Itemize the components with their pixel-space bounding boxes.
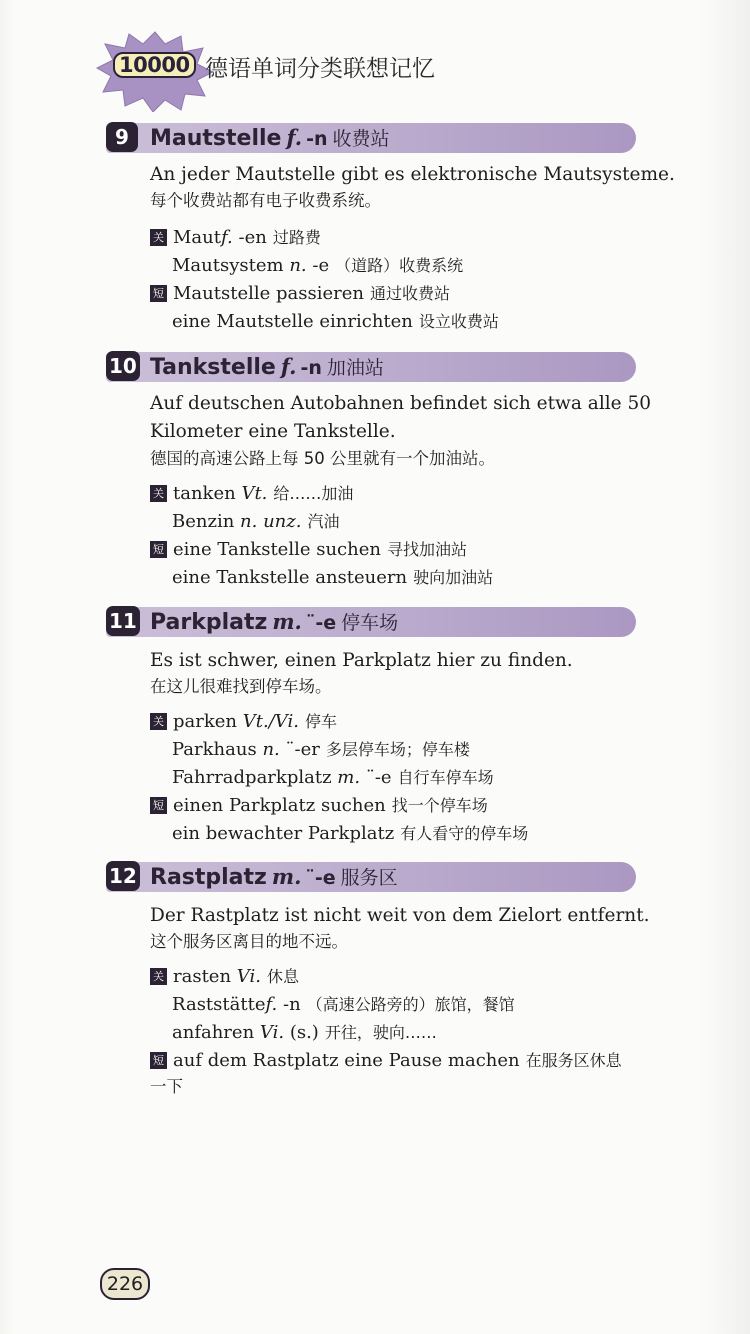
- phrase-item: eine Tankstelle ansteuern 驶向加油站: [172, 567, 494, 588]
- related-badge-icon: 关: [150, 968, 167, 985]
- related-item: Raststättef. -n （高速公路旁的）旅馆，餐馆: [172, 994, 515, 1015]
- example-sentence: Es ist schwer, einen Parkplatz hier zu finden.: [150, 650, 573, 671]
- related-item: 关 tanken Vt. 给……加油: [150, 480, 353, 508]
- headword: Tankstelle: [150, 355, 276, 380]
- header-title: 德语单词分类联想记忆: [205, 56, 435, 82]
- phrase-item: 短 Mautstelle passieren 通过收费站: [150, 280, 450, 308]
- entry-number: 12: [106, 861, 140, 891]
- entry-heading: [150, 352, 384, 382]
- related-badge-icon: 关: [150, 713, 167, 730]
- phrase-item: eine Mautstelle einrichten 设立收费站: [172, 311, 499, 332]
- headword: Mautstelle: [150, 126, 282, 151]
- example-translation: 这个服务区离目的地不远。: [150, 932, 348, 951]
- related-item: Benzin n. unz. 汽油: [172, 511, 340, 532]
- example-sentence: An jeder Mautstelle gibt es elektronische Mautsysteme.: [150, 164, 675, 185]
- gender: m.: [272, 609, 302, 634]
- related-item: Mautsystem n. -e （道路）收费系统: [172, 255, 464, 276]
- vocab-entry-11: [106, 607, 636, 844]
- related-badge-icon: 关: [150, 229, 167, 246]
- entry-heading-band: [106, 607, 636, 637]
- phrase-item: 短 einen Parkplatz suchen 找一个停车场: [150, 792, 488, 820]
- vocab-entry-10: [106, 352, 652, 588]
- gender: f.: [280, 354, 297, 379]
- example-sentence: Auf deutschen Autobahnen befindet sich etwa alle 50: [150, 393, 652, 414]
- related-item: anfahren Vi. (s.) 开往，驶向……: [172, 1022, 437, 1043]
- entry-heading-band: [106, 123, 636, 153]
- phrase-item: ein bewachter Parkplatz 有人看守的停车场: [172, 823, 529, 844]
- phrase-badge-icon: 短: [150, 1052, 167, 1069]
- entry-heading: [150, 123, 390, 153]
- vocab-entry-12: [106, 862, 650, 1096]
- related-item: Fahrradparkplatz m. ¨-e 自行车停车场: [172, 767, 494, 788]
- entry-number: 11: [106, 606, 140, 636]
- phrase-item: 短 auf dem Rastplatz eine Pause machen 在服务区休息: [150, 1047, 622, 1075]
- headword: Rastplatz: [150, 865, 267, 890]
- related-item: Parkhaus n. ¨-er 多层停车场；停车楼: [172, 739, 470, 760]
- phrase-badge-icon: 短: [150, 541, 167, 558]
- book-header: [95, 30, 655, 110]
- headword-translation: 加油站: [326, 357, 384, 379]
- phrase-item: 短 eine Tankstelle suchen 寻找加油站: [150, 536, 467, 564]
- example-translation: 在这儿很难找到停车场。: [150, 677, 332, 696]
- plural: ¨-e: [305, 867, 336, 889]
- entry-number: 10: [106, 351, 140, 381]
- vocab-entry-9: [106, 123, 675, 332]
- plural: -n: [306, 128, 328, 150]
- gender: f.: [286, 125, 303, 150]
- related-item: 关 rasten Vi. 休息: [150, 963, 299, 991]
- header-number-badge: 10000: [113, 52, 196, 78]
- example-translation: 每个收费站都有电子收费系统。: [150, 191, 381, 210]
- headword-translation: 服务区: [340, 867, 398, 889]
- gender: m.: [271, 864, 302, 889]
- entry-heading: [150, 862, 398, 892]
- phrase-badge-icon: 短: [150, 285, 167, 302]
- entry-heading-band: [106, 862, 636, 892]
- headword-translation: 收费站: [332, 128, 390, 150]
- related-item: 关 parken Vt./Vi. 停车: [150, 708, 337, 736]
- entry-heading: [150, 607, 398, 637]
- related-badge-icon: 关: [150, 485, 167, 502]
- plural: -n: [300, 357, 322, 379]
- phrase-badge-icon: 短: [150, 797, 167, 814]
- page-number: 226: [100, 1268, 150, 1300]
- plural: ¨-e: [305, 612, 337, 634]
- phrase-item-wrap: 一下: [150, 1077, 183, 1096]
- entry-heading-band: [106, 352, 636, 382]
- headword-translation: 停车场: [341, 612, 399, 634]
- headword: Parkplatz: [150, 610, 268, 635]
- example-translation: 德国的高速公路上每 50 公里就有一个加油站。: [150, 449, 495, 468]
- example-sentence-cont: Kilometer eine Tankstelle.: [150, 421, 396, 442]
- related-item: 关 Mautf. -en 过路费: [150, 224, 321, 252]
- entry-number: 9: [106, 122, 138, 152]
- example-sentence: Der Rastplatz ist nicht weit von dem Zielort entfernt.: [150, 905, 650, 926]
